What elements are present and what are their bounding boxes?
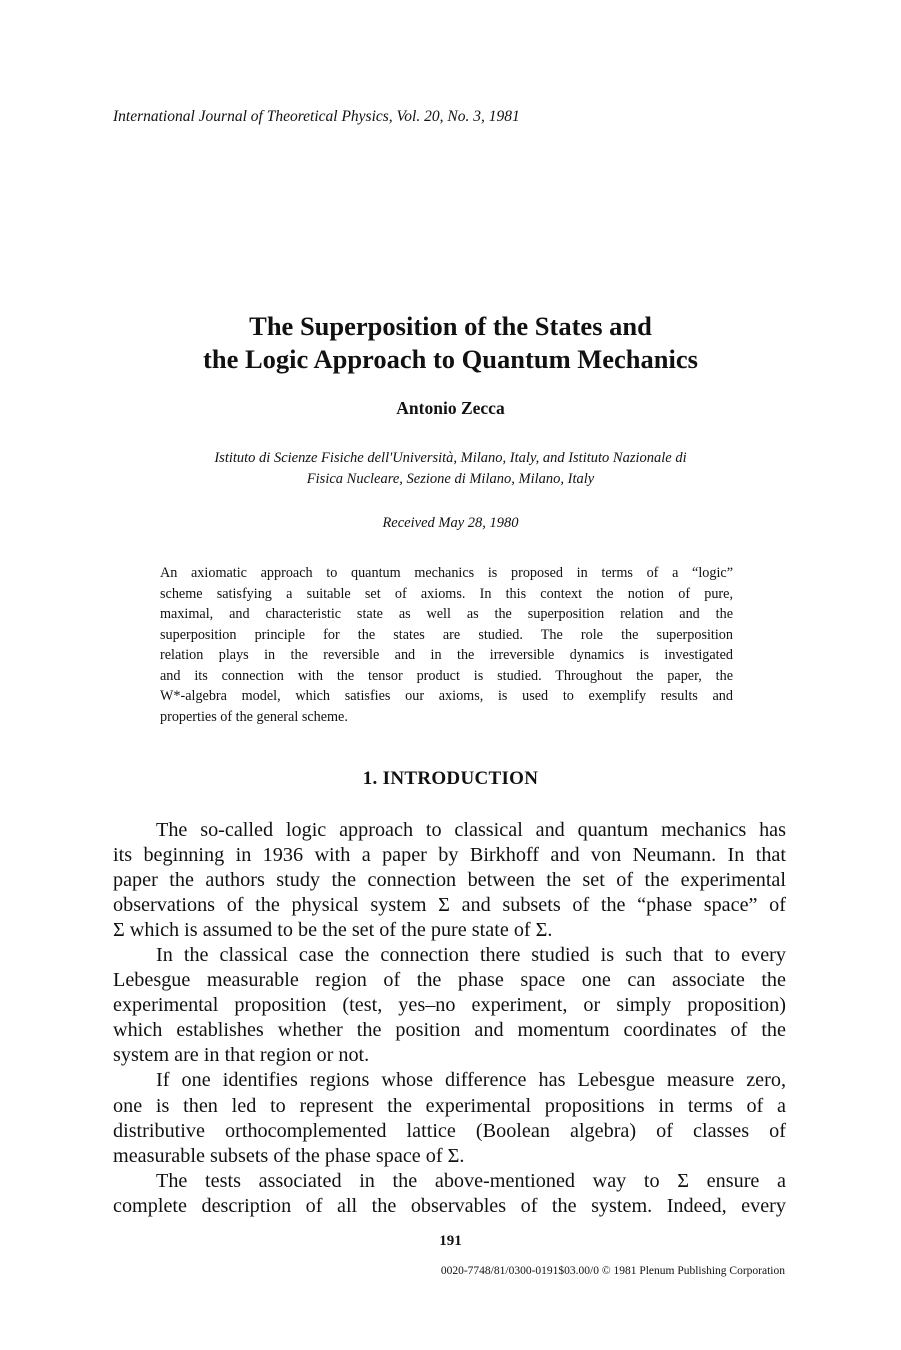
title-line-2: the Logic Approach to Quantum Mechanics [203,344,698,374]
body-line: complete description of all the observables of the system. Indeed, every [113,1194,786,1217]
abstract-line: properties of the general scheme. [160,708,348,725]
abstract-line: and its connection with the tensor product is studied. Throughout the paper, the [160,667,733,684]
journal-citation: International Journal of Theoretical Physics, Vol. 20, No. 3, 1981 [113,108,520,125]
affiliation-line-2: Fisica Nucleare, Sezione di Milano, Milano, Italy [306,471,595,487]
body-line: one is then led to represent the experimental propositions in terms of a [113,1094,786,1117]
paper-title [0,310,901,376]
body-line: experimental proposition (test, yes–no experiment, or simply proposition) [113,994,786,1017]
abstract-line: An axiomatic approach to quantum mechanics is proposed in terms of a “logic” [160,565,733,581]
abstract-line: superposition principle for the states are studied. The role the superposition [160,626,733,643]
abstract-line: scheme satisfying a suitable set of axioms. In this context the notion of pure, [160,585,733,602]
body-line: distributive orthocomplemented lattice (Boolean algebra) of classes of [113,1119,786,1142]
body-text [113,818,786,1219]
body-line: The so-called logic approach to classical and quantum mechanics has [156,819,786,841]
body-line: measurable subsets of the phase space of Σ. [113,1144,465,1167]
section-heading: 1. INTRODUCTION [362,768,539,789]
body-line: which establishes whether the position and momentum coordinates of the [113,1019,786,1042]
body-line: system are in that region or not. [113,1044,370,1067]
abstract-line: relation plays in the reversible and in the irreversible dynamics is investigated [160,647,733,663]
body-line: Σ which is assumed to be the set of the pure state of Σ. [113,919,553,942]
body-line: In the classical case the connection there studied is such that to every [156,944,786,967]
body-line: paper the authors study the connection between the set of the experimental [113,869,786,892]
author-name: Antonio Zecca [396,398,505,418]
abstract-line: W*-algebra model, which satisfies our axioms, is used to exemplify results and [160,688,733,704]
body-line: its beginning in 1936 with a paper by Birkhoff and von Neumann. In that [113,844,786,867]
copyright-line: 0020-7748/81/0300-0191$03.00/0 © 1981 Plenum Publishing Corporation [440,1265,785,1277]
abstract [160,563,733,727]
affiliation [0,448,901,490]
title-line-1: The Superposition of the States and [249,311,652,341]
received-date: Received May 28, 1980 [382,515,519,531]
body-line: observations of the physical system Σ and subsets of the “phase space” of [113,894,786,917]
affiliation-line-1: Istituto di Scienze Fisiche dell'Università, Milano, Italy, and Istituto Nazionale di [214,450,687,466]
body-line: If one identifies regions whose difference has Lebesgue measure zero, [156,1069,786,1092]
abstract-line: maximal, and characteristic state as well as the superposition relation and the [160,606,733,622]
body-line: The tests associated in the above-mentioned way to Σ ensure a [156,1169,786,1192]
body-line: Lebesgue measurable region of the phase space one can associate the [113,969,786,992]
page-number: 191 [439,1233,462,1249]
